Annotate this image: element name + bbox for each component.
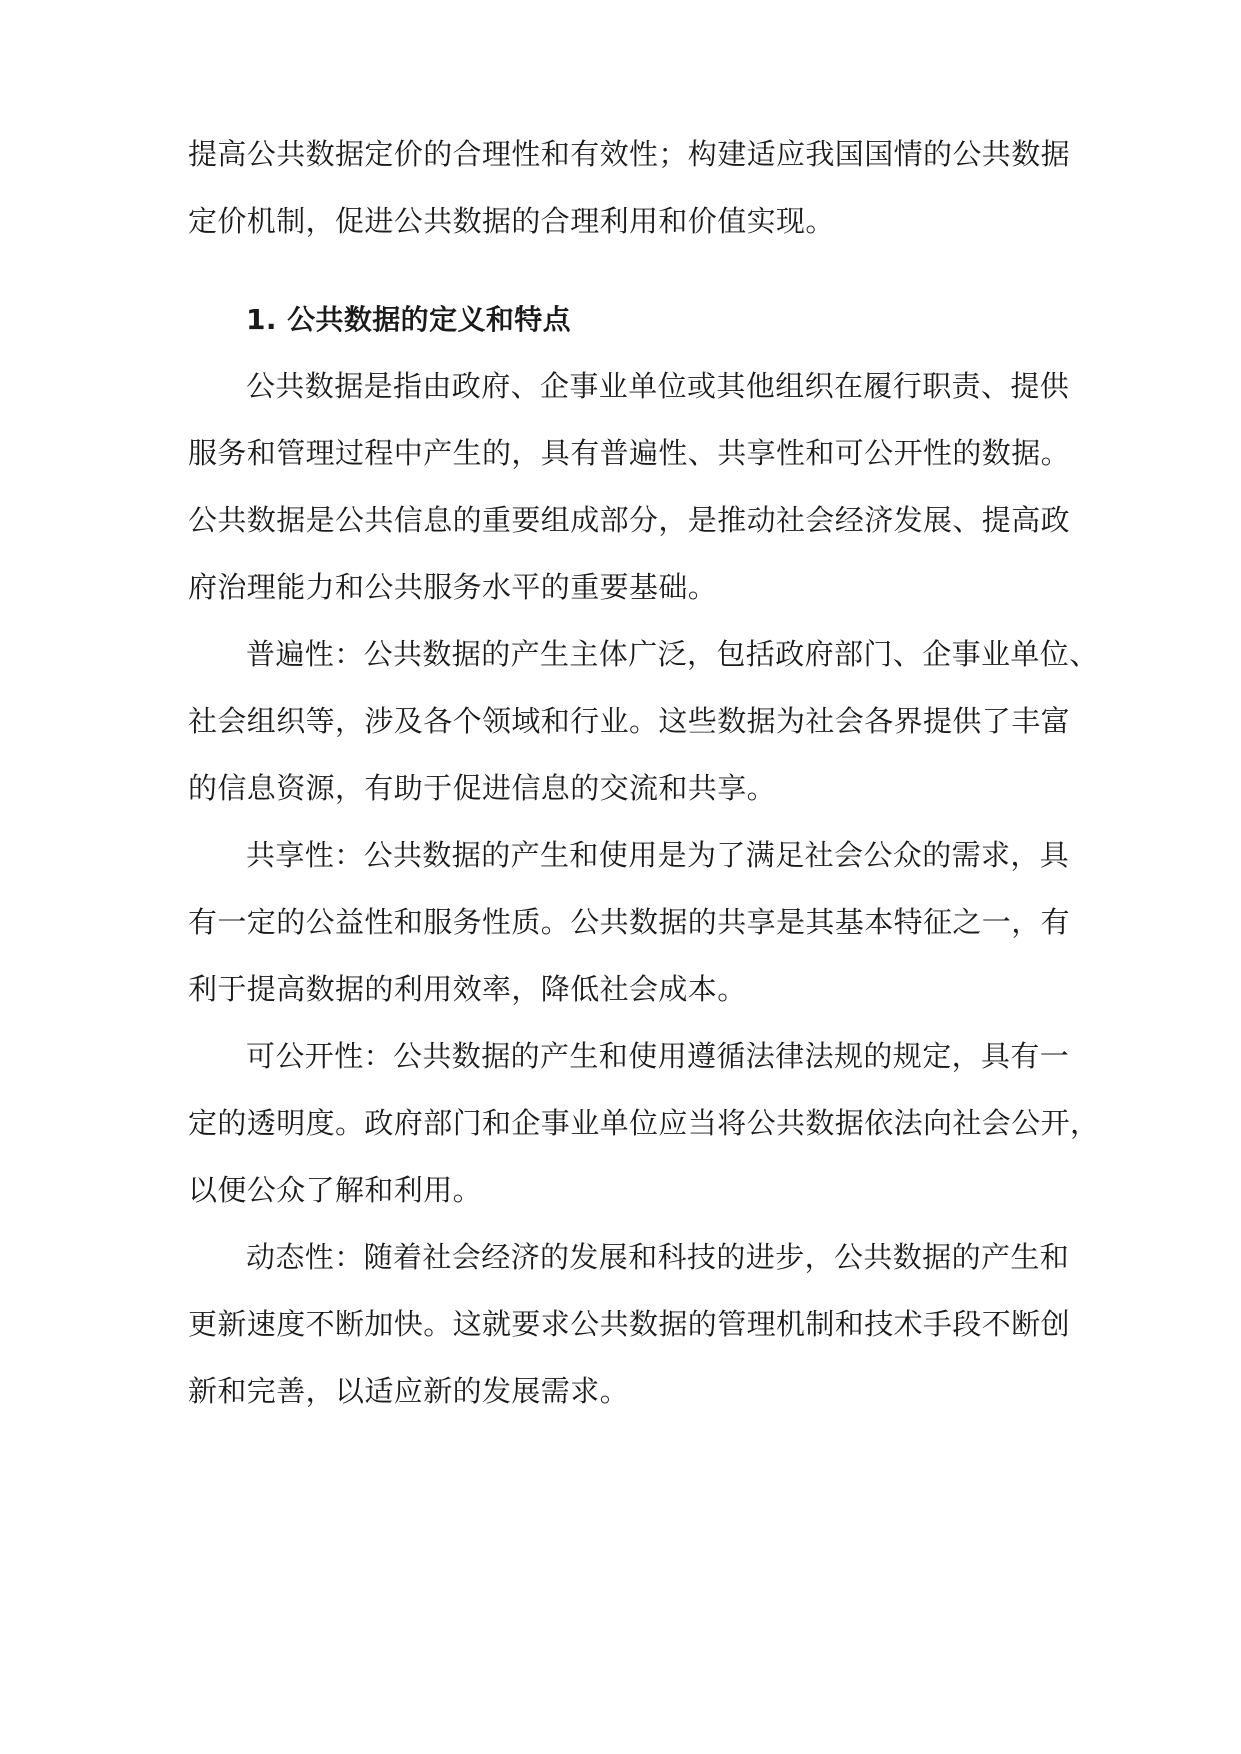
section-heading: 1. 公共数据的定义和特点: [246, 303, 572, 336]
paragraph-line: 更新速度不断加快。这就要求公共数据的管理机制和技术手段不断创: [188, 1307, 1071, 1341]
paragraph-line: 利于提高数据的利用效率，降低社会成本。: [188, 972, 747, 1006]
paragraph-line: 定价机制，促进公共数据的合理利用和价值实现。: [188, 204, 835, 238]
paragraph-line: 社会组织等，涉及各个领域和行业。这些数据为社会各界提供了丰富: [188, 704, 1071, 738]
paragraph-line: 有一定的公益性和服务性质。公共数据的共享是其基本特征之一，有: [188, 905, 1071, 939]
paragraph-line: 服务和管理过程中产生的，具有普遍性、共享性和可公开性的数据。: [188, 436, 1071, 470]
paragraph-line: 公共数据是指由政府、企事业单位或其他组织在履行职责、提供: [246, 369, 1070, 403]
paragraph-line: 新和完善，以适应新的发展需求。: [188, 1374, 630, 1408]
paragraph-line: 定的透明度。政府部门和企事业单位应当将公共数据依法向社会公开，: [188, 1106, 1100, 1140]
paragraph-line: 可公开性：公共数据的产生和使用遵循法律法规的规定，具有一: [246, 1039, 1070, 1073]
paragraph-line: 以便公众了解和利用。: [188, 1173, 483, 1207]
paragraph-line: 提高公共数据定价的合理性和有效性；构建适应我国国情的公共数据: [188, 137, 1071, 171]
paragraph-line: 动态性：随着社会经济的发展和科技的进步，公共数据的产生和: [246, 1240, 1070, 1274]
paragraph-line: 的信息资源，有助于促进信息的交流和共享。: [188, 771, 777, 805]
paragraph-line: 公共数据是公共信息的重要组成部分，是推动社会经济发展、提高政: [188, 503, 1071, 537]
paragraph-line: 共享性：公共数据的产生和使用是为了满足社会公众的需求，具: [246, 838, 1070, 872]
paragraph-line: 普遍性：公共数据的产生主体广泛，包括政府部门、企事业单位、: [246, 637, 1099, 671]
paragraph-line: 府治理能力和公共服务水平的重要基础。: [188, 570, 718, 604]
